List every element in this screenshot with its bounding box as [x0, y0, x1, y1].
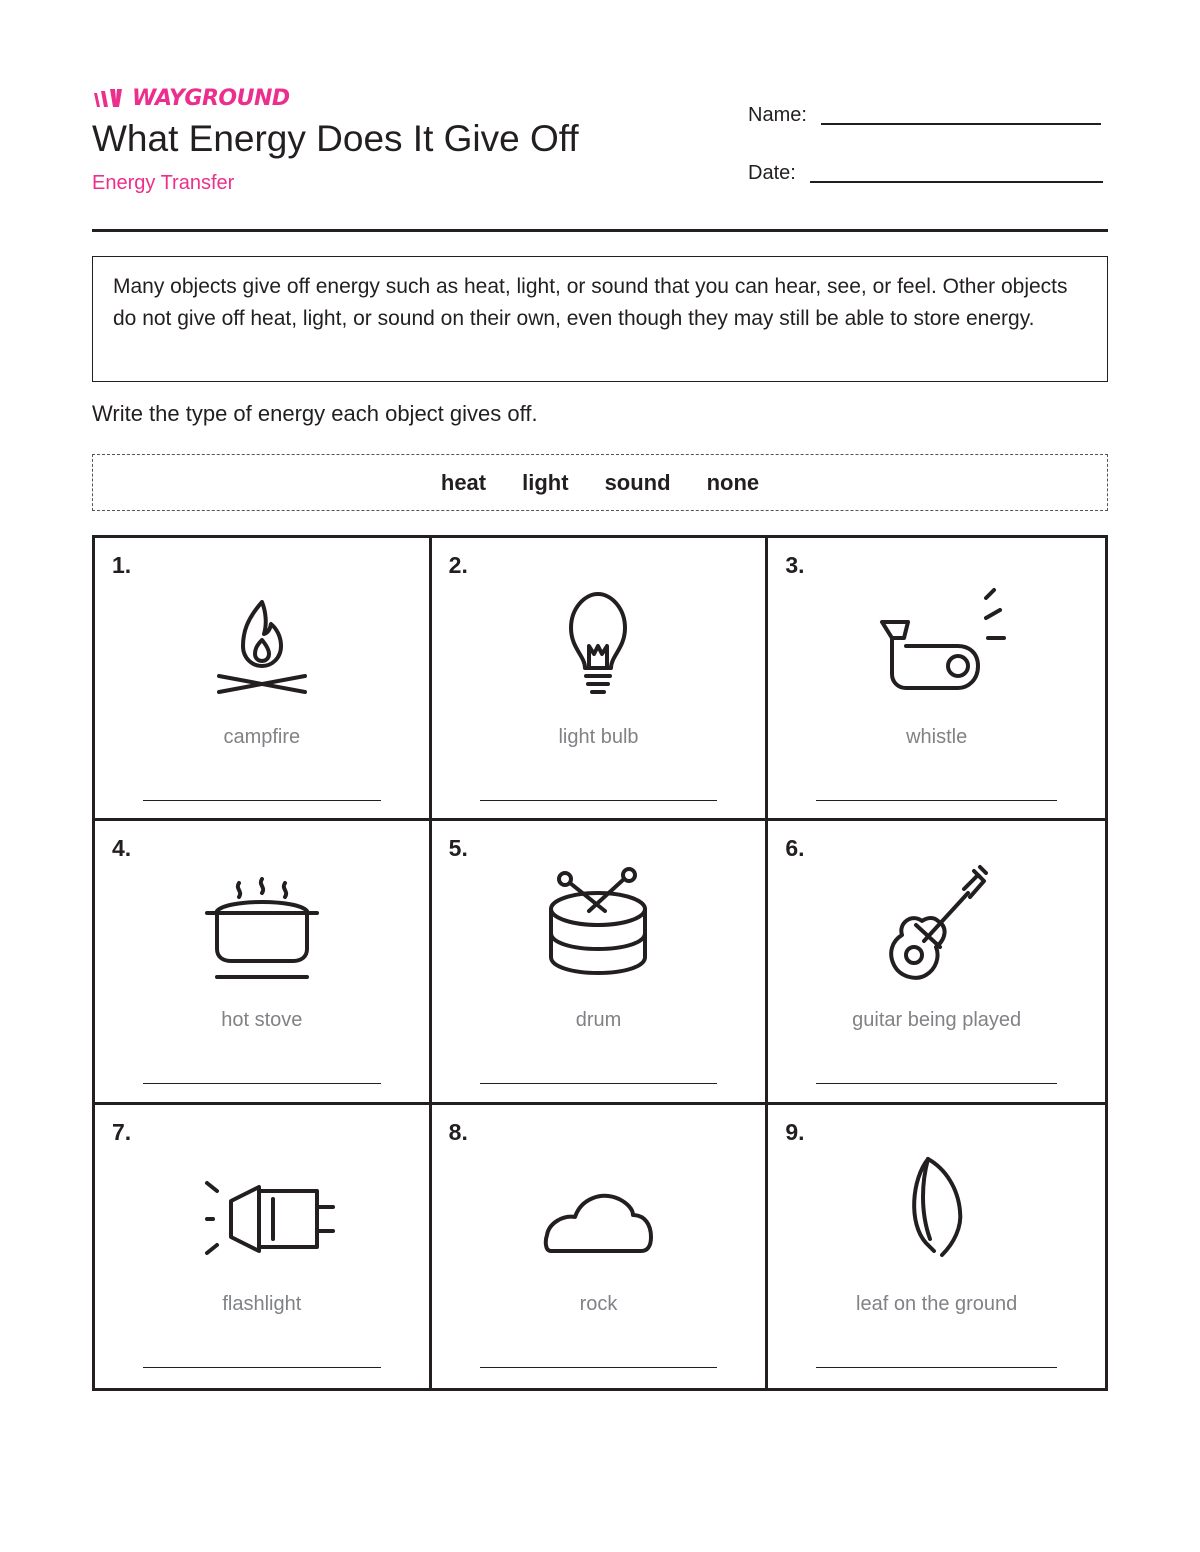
word-bank-item-heat: heat [440, 469, 487, 495]
question-card [768, 538, 1105, 821]
question-number: 2. [448, 552, 468, 578]
drum-icon [543, 867, 653, 987]
word-bank-item-light: light [522, 469, 569, 495]
date-field-row [748, 162, 1103, 185]
name-label: Name: [748, 104, 807, 126]
name-field-row [748, 104, 1101, 127]
question-number: 9. [785, 1118, 805, 1145]
question-label: light bulb [558, 726, 639, 748]
date-label: Date: [748, 162, 796, 184]
question-number: 3. [785, 552, 805, 578]
answer-line[interactable] [816, 1367, 1057, 1368]
rock-icon [543, 1151, 653, 1271]
answer-line[interactable] [480, 1083, 718, 1084]
answer-line[interactable] [480, 1367, 718, 1368]
campfire-icon [207, 584, 317, 704]
header-divider [92, 229, 1108, 232]
question-number: 6. [785, 835, 805, 862]
question-card [768, 1105, 1105, 1388]
page-subtitle: Energy Transfer [92, 172, 235, 194]
answer-line[interactable] [143, 800, 381, 801]
word-bank-item-sound: sound [604, 469, 671, 495]
question-card [95, 1105, 432, 1388]
question-number: 4. [112, 835, 132, 862]
whistle-icon [882, 584, 992, 704]
leaf-icon [882, 1151, 992, 1271]
intro-box: Many objects give off energy such as heat, light, or sound that you can hear, see, or feel. Other objects do not give off heat, light, or sound on their own, even though they may still be able to store energy. [92, 256, 1108, 382]
page-title: What Energy Does It Give Off [92, 118, 579, 159]
answer-line[interactable] [816, 1083, 1057, 1084]
question-number: 8. [448, 1118, 468, 1145]
question-number: 7. [112, 1118, 132, 1145]
question-card [95, 821, 432, 1104]
word-bank-item-none: none [706, 469, 760, 495]
question-label: hot stove [221, 1009, 303, 1032]
question-card [432, 538, 769, 821]
answer-line[interactable] [143, 1083, 381, 1084]
answer-line[interactable] [816, 800, 1057, 801]
brand-logo [92, 86, 290, 111]
date-field[interactable] [810, 180, 1103, 183]
answer-line[interactable] [143, 1367, 381, 1368]
question-card [95, 538, 432, 821]
question-label: campfire [223, 726, 301, 748]
question-number: 1. [112, 552, 132, 578]
guitar-icon [882, 867, 992, 987]
question-card [768, 821, 1105, 1104]
question-grid [92, 535, 1108, 1391]
question-label: rock [579, 1292, 618, 1315]
light-bulb-icon [543, 584, 653, 704]
question-card [432, 821, 769, 1104]
cooking-pot-icon [207, 867, 317, 987]
flashlight-icon [207, 1151, 317, 1271]
question-label: flashlight [222, 1292, 302, 1315]
question-number: 5. [448, 835, 468, 862]
question-label: drum [575, 1009, 622, 1032]
name-field[interactable] [821, 122, 1101, 125]
question-label: guitar being played [852, 1009, 1022, 1032]
wayground-logo-icon [92, 87, 126, 111]
brand-name: WAYGROUND [132, 86, 290, 111]
instruction-text: Write the type of energy each object gives off. [92, 401, 538, 426]
question-label: leaf on the ground [856, 1292, 1018, 1315]
question-card [432, 1105, 769, 1388]
answer-line[interactable] [480, 800, 718, 801]
question-label: whistle [906, 726, 968, 748]
word-bank [92, 454, 1108, 511]
